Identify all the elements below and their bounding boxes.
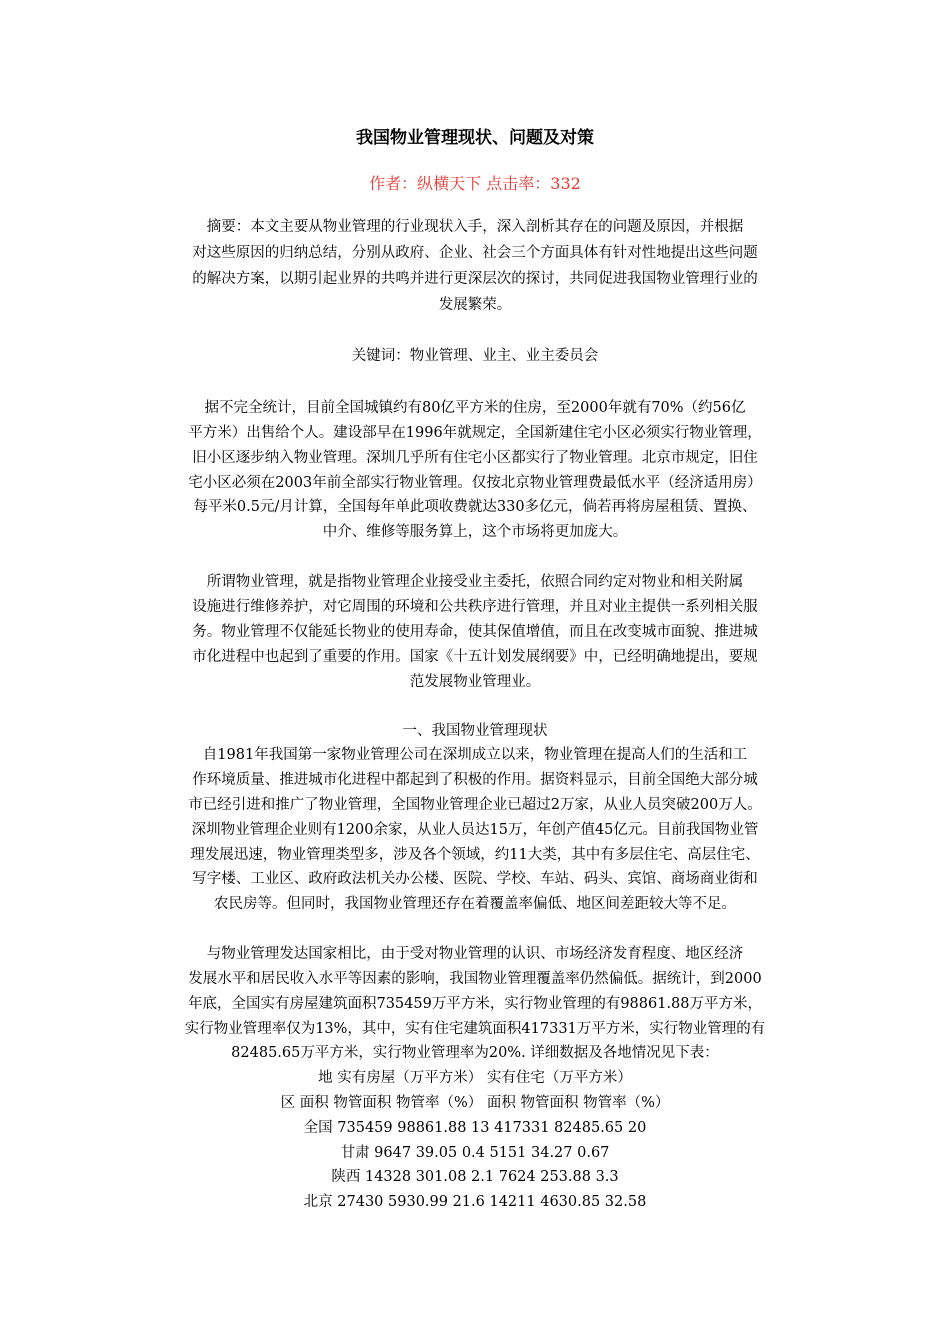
table-header-line: 地 实有房屋（万平方米） 实有住宅（万平方米）	[318, 1070, 632, 1086]
paragraph-line: 年底，全国实有房屋建筑面积735459万平方米，实行物业管理的有98861.88万平方米，	[187, 996, 763, 1012]
paragraph-line: 范发展物业管理业。	[409, 674, 541, 690]
table-header-line: 区 面积 物管面积 物管率（%） 面积 物管面积 物管率（%）	[280, 1095, 670, 1111]
abstract-line: 的解决方案，以期引起业界的共鸣并进行更深层次的探讨，共同促进我国物业管理行业的	[192, 271, 758, 287]
paragraph-line: 82485.65万平方米，实行物业管理率为20%. 详细数据及各地情况见下表：	[231, 1045, 719, 1061]
paragraph-line: 理发展迅速，物业管理类型多，涉及各个领域，约11大类，其中有多层住宅、高层住宅、	[190, 847, 760, 863]
paragraph-line: 中介、维修等服务算上，这个市场将更加庞大。	[322, 524, 628, 540]
abstract-line: 发展繁荣。	[438, 297, 512, 313]
paragraph-line: 据不完全统计，目前全国城镇约有80亿平方米的住房，至2000年就有70%（约56亿	[204, 400, 746, 416]
paragraph-line: 实行物业管理率仅为13%，其中，实有住宅建筑面积417331万平方米，实行物业管理的有	[184, 1021, 766, 1037]
paragraph-line: 深圳物业管理企业则有1200余家，从业人员达15万，年创产值45亿元。目前我国物业管	[191, 822, 759, 838]
paragraph-line: 平方米）出售给个人。建设部早在1996年就规定，全国新建住宅小区必须实行物业管理，	[188, 425, 762, 441]
paragraph-line: 市化进程中也起到了重要的作用。国家《十五计划发展纲要》中，已经明确地提出，要规	[192, 649, 758, 665]
paragraph-line: 作环境质量、推进城市化进程中都起到了积极的作用。据资料显示，目前全国绝大部分城	[192, 772, 758, 788]
paragraph-line: 旧小区逐步纳入物业管理。深圳几乎所有住宅小区都实行了物业管理。北京市规定，旧住	[192, 450, 758, 466]
section-heading: 一、我国物业管理现状	[402, 723, 548, 739]
table-row: 甘肃 9647 39.05 0.4 5151 34.27 0.67	[340, 1145, 610, 1161]
keywords-line: 关键词：物业管理、业主、业主委员会	[351, 348, 599, 364]
table-row: 全国 735459 98861.88 13 417331 82485.65 20	[303, 1120, 647, 1136]
paragraph-line: 宅小区必须在2003年前全部实行物业管理。仅按北京物业管理费最低水平（经济适用房）	[188, 475, 762, 491]
paragraph-line: 自1981年我国第一家物业管理公司在深圳成立以来，物业管理在提高人们的生活和工	[202, 747, 748, 763]
table-row: 北京 27430 5930.99 21.6 14211 4630.85 32.58	[303, 1194, 647, 1210]
document-title: 我国物业管理现状、问题及对策	[356, 128, 594, 148]
paragraph-line: 发展水平和居民收入水平等因素的影响，我国物业管理覆盖率仍然偏低。据统计，到2000	[188, 971, 762, 987]
abstract-line: 摘要：本文主要从物业管理的行业现状入手，深入剖析其存在的问题及原因，并根据	[206, 219, 744, 235]
paragraph-line: 所谓物业管理，就是指物业管理企业接受业主委托，依照合同约定对物业和相关附属	[206, 574, 744, 590]
paragraph-line: 写字楼、工业区、政府政法机关办公楼、医院、学校、车站、码头、宾馆、商场商业街和	[192, 871, 758, 887]
author-byline: 作者：纵横天下 点击率：332	[369, 174, 581, 193]
paragraph-line: 与物业管理发达国家相比，由于受对物业管理的认识、市场经济发育程度、地区经济	[206, 946, 744, 962]
paragraph-line: 务。物业管理不仅能延长物业的使用寿命，使其保值增值，而且在改变城市面貌、推进城	[192, 624, 758, 640]
paragraph-line: 设施进行维修养护，对它周围的环境和公共秩序进行管理，并且对业主提供一系列相关服	[192, 599, 758, 615]
table-row: 陕西 14328 301.08 2.1 7624 253.88 3.3	[331, 1169, 619, 1185]
paragraph-line: 农民房等。但同时，我国物业管理还存在着覆盖率偏低、地区间差距较大等不足。	[214, 896, 736, 912]
paragraph-line: 每平米0.5元/月计算，全国每年单此项收费就达330多亿元，倘若再将房屋租赁、置换、	[193, 499, 757, 515]
abstract-line: 对这些原因的归纳总结，分别从政府、企业、社会三个方面具体有针对性地提出这些问题	[192, 245, 758, 261]
paragraph-line: 市已经引进和推广了物业管理，全国物业管理企业已超过2万家，从业人员突破200万人。	[188, 797, 762, 813]
